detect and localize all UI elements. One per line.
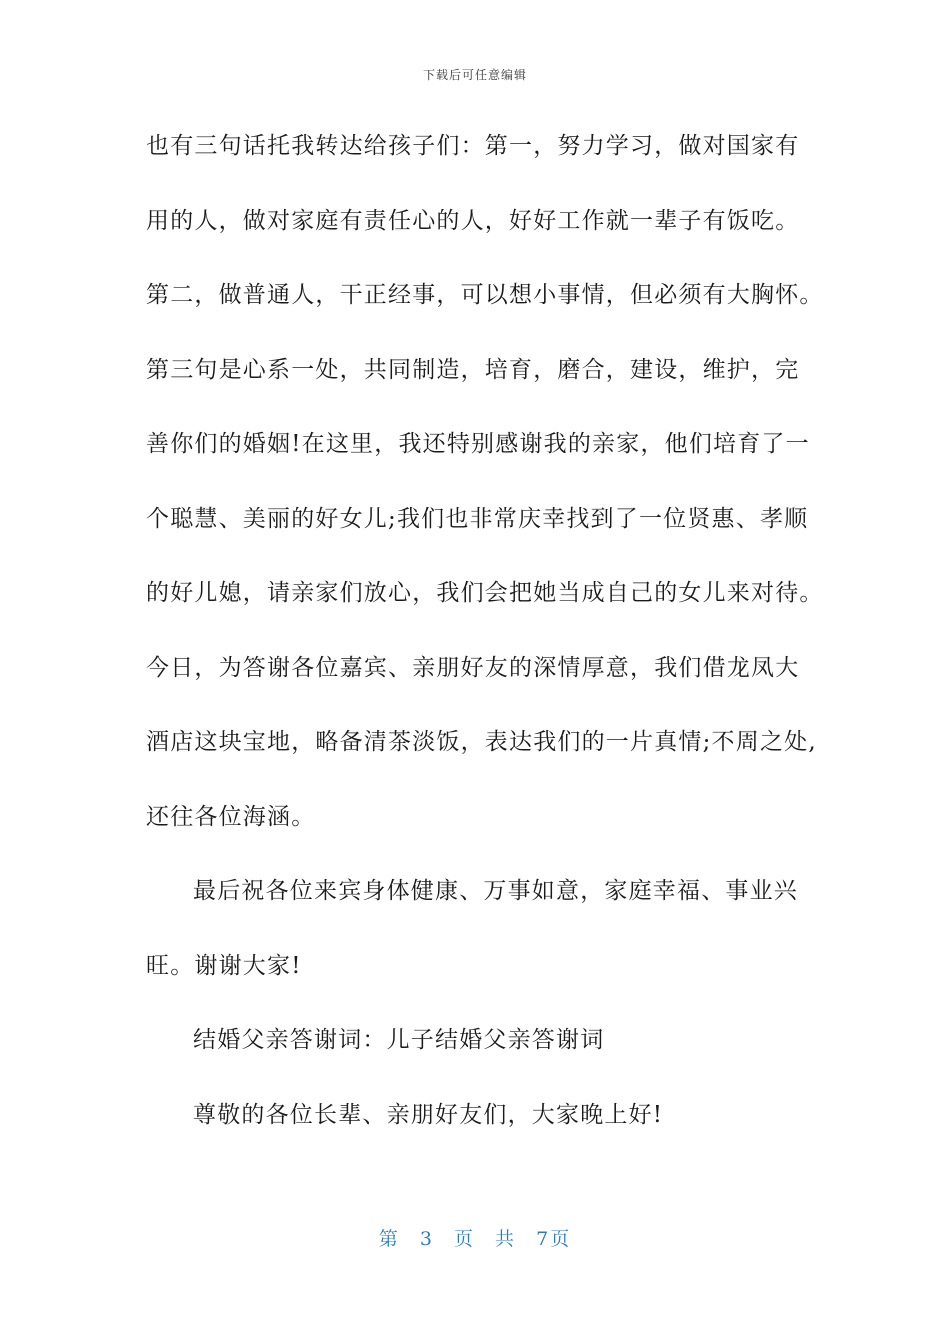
document-body <box>146 118 826 1161</box>
header-note: 下载后可任意编辑 <box>422 68 527 82</box>
footer-current-page: 3 <box>419 1228 434 1250</box>
paragraph-line: 个聪慧、美丽的好女儿;我们也非常庆幸找到了一位贤惠、孝顺 <box>146 505 809 532</box>
paragraph-line: 旺。谢谢大家! <box>146 952 302 979</box>
paragraph-line: 今日，为答谢各位嘉宾、亲朋好友的深情厚意，我们借龙凤大 <box>146 654 800 681</box>
paragraph-line: 最后祝各位来宾身体健康、万事如意，家庭幸福、事业兴 <box>193 878 798 904</box>
paragraph-line: 酒店这块宝地，略备清茶淡饭，表达我们的一片真情;不周之处, <box>146 729 817 755</box>
paragraph-line: 第三句是心系一处，共同制造，培育，磨合，建设，维护，完 <box>146 356 800 383</box>
paragraph-line: 用的人，做对家庭有责任心的人，好好工作就一辈子有饭吃。 <box>146 207 800 234</box>
page-footer <box>0 1224 950 1251</box>
paragraph-line: 第二，做普通人，干正经事，可以想小事情，但必须有大胸怀。 <box>146 282 824 308</box>
paragraph-line: 善你们的婚姻!在这里，我还特别感谢我的亲家，他们培育了一 <box>146 431 810 457</box>
salutation-line: 尊敬的各位长辈、亲朋好友们，大家晚上好! <box>193 1101 664 1128</box>
footer-page-label: 页 <box>453 1228 475 1250</box>
paragraph-line: 也有三句话托我转达给孩子们：第一，努力学习，做对国家有 <box>146 133 800 159</box>
section-heading: 结婚父亲答谢词：儿子结婚父亲答谢词 <box>193 1027 605 1053</box>
footer-total-pages: 7页 <box>536 1228 572 1250</box>
paragraph-line: 的好儿媳，请亲家们放心，我们会把她当成自己的女儿来对待。 <box>146 580 824 606</box>
footer-prefix: 第 <box>378 1228 400 1250</box>
paragraph-line: 还往各位海涵。 <box>146 803 316 830</box>
footer-total-label: 共 <box>495 1228 517 1250</box>
